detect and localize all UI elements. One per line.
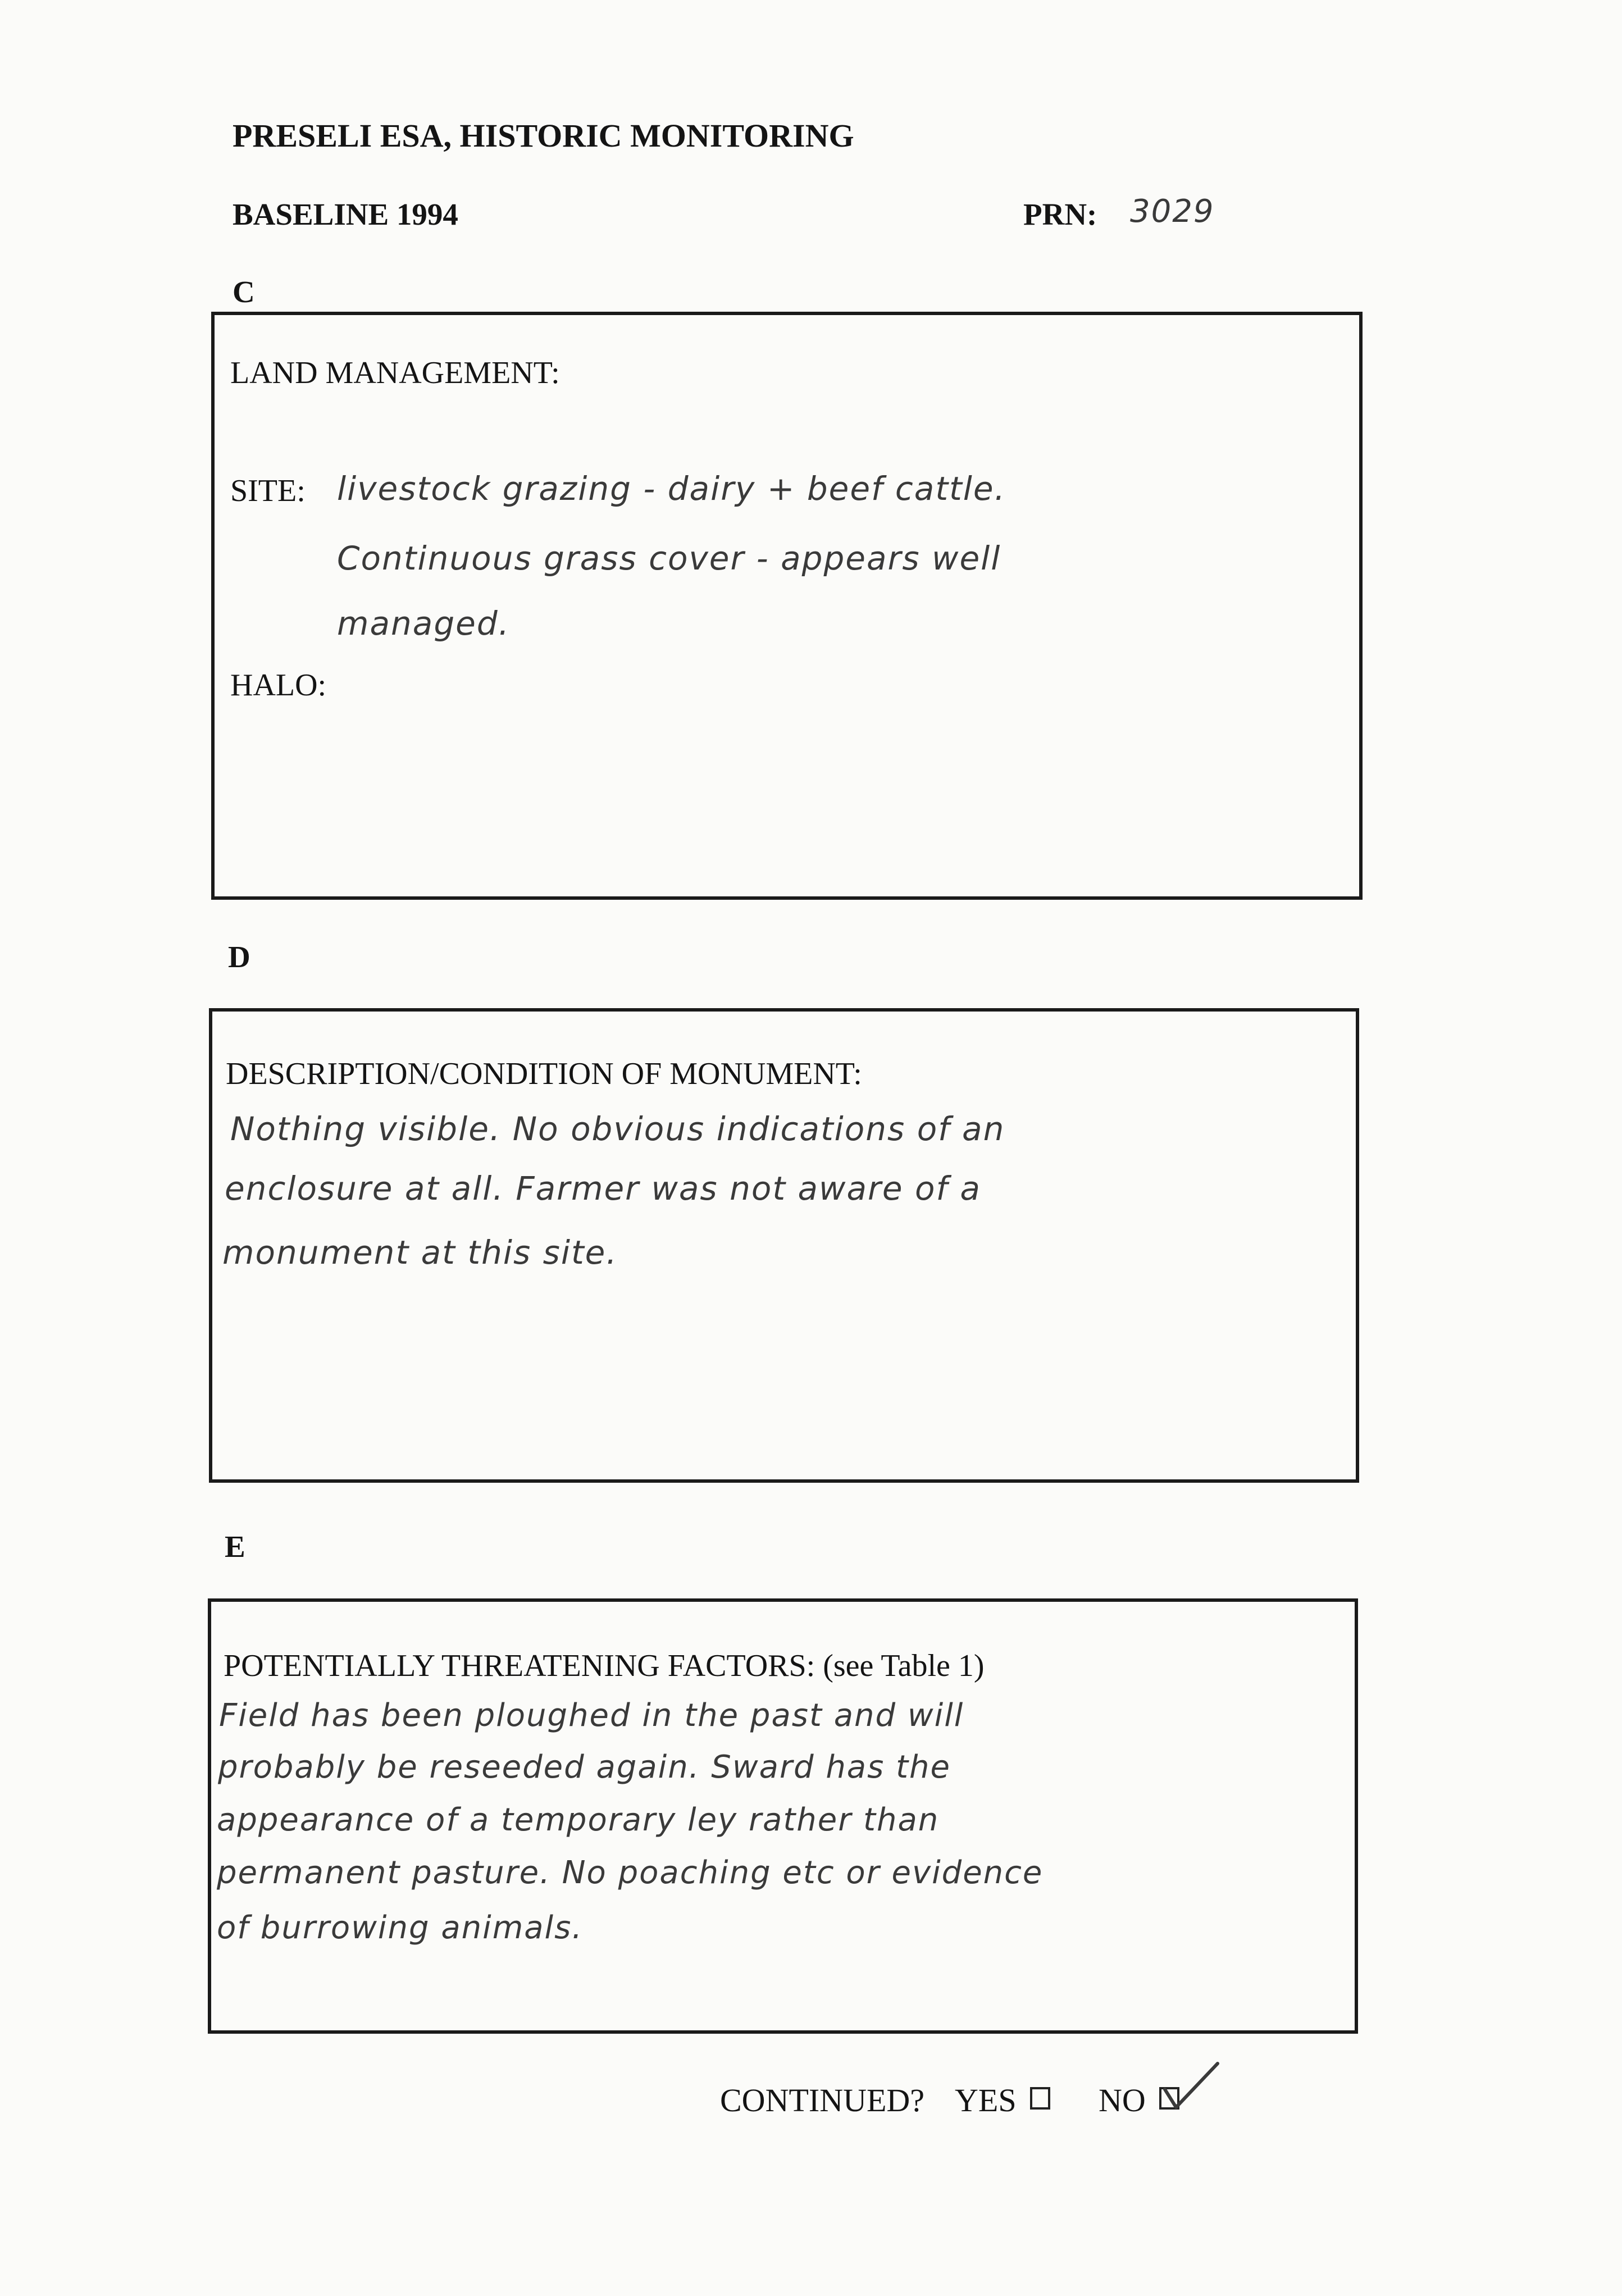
description-heading: DESCRIPTION/CONDITION OF MONUMENT: bbox=[226, 1056, 862, 1091]
description-note-line: enclosure at all. Farmer was not aware of a bbox=[225, 1169, 981, 1208]
halo-label: HALO: bbox=[230, 668, 327, 703]
no-label: NO bbox=[1099, 2082, 1146, 2119]
description-note-line: Nothing visible. No obvious indications of an bbox=[230, 1110, 1005, 1148]
yes-label: YES bbox=[955, 2082, 1017, 2119]
site-label: SITE: bbox=[230, 473, 306, 508]
continued-label: CONTINUED? bbox=[720, 2082, 925, 2119]
prn-label: PRN: bbox=[1023, 197, 1097, 231]
prn-value: 3029 bbox=[1130, 193, 1215, 230]
site-note-line: managed. bbox=[337, 604, 511, 643]
threatening-factors-heading: POTENTIALLY THREATENING FACTORS: (see Table 1) bbox=[224, 1648, 985, 1683]
tick-icon bbox=[1159, 2060, 1221, 2116]
section-d-label: D bbox=[228, 940, 250, 974]
section-e-label: E bbox=[225, 1529, 245, 1564]
section-c-label: C bbox=[233, 275, 255, 309]
yes-checkbox[interactable] bbox=[1030, 2087, 1050, 2110]
threat-note-line: probably be reseeded again. Sward has the bbox=[218, 1749, 951, 1785]
land-management-heading: LAND MANAGEMENT: bbox=[230, 356, 560, 390]
site-note-line: livestock grazing - dairy + beef cattle. bbox=[337, 470, 1006, 508]
site-note-line: Continuous grass cover - appears well bbox=[337, 539, 1001, 577]
form-title: PRESELI ESA, HISTORIC MONITORING bbox=[233, 117, 854, 154]
threat-note-line: appearance of a temporary ley rather than bbox=[217, 1802, 940, 1838]
threat-note-line: permanent pasture. No poaching etc or evidence bbox=[217, 1855, 1044, 1891]
description-note-line: monument at this site. bbox=[222, 1233, 618, 1272]
threat-note-line: Field has been ploughed in the past and will bbox=[219, 1697, 964, 1734]
threat-note-line: of burrowing animals. bbox=[217, 1910, 584, 1946]
baseline-label: BASELINE 1994 bbox=[233, 197, 458, 231]
